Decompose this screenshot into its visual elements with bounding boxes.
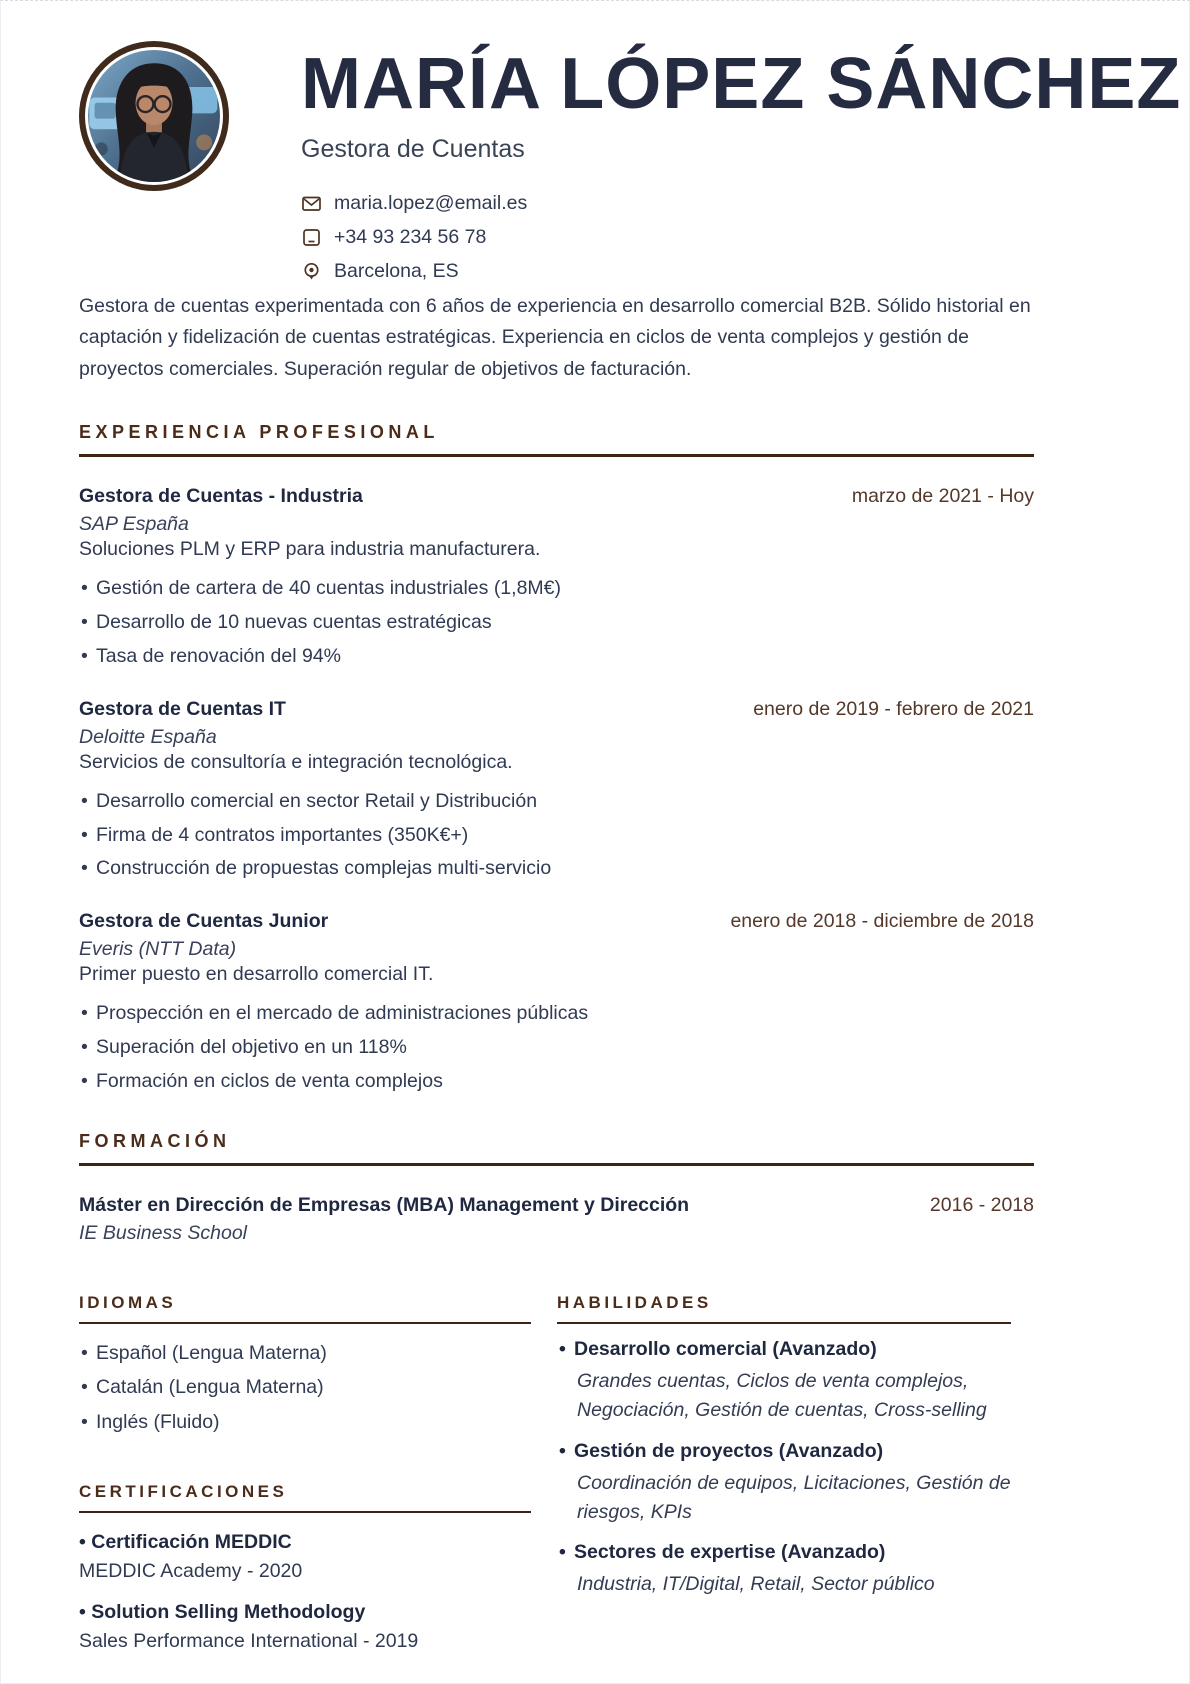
skill-details: Grandes cuentas, Ciclos de venta complejos, Negociación, Gestión de cuentas, Cross-selling [577, 1370, 987, 1422]
experience-job-title: Gestora de Cuentas - Industria [79, 484, 363, 507]
skill-name: • Desarrollo comercial (Avanzado) [557, 1338, 1011, 1361]
profile-photo-image [88, 50, 220, 182]
skill-entry [557, 1338, 1011, 1426]
education-school: IE Business School [79, 1222, 248, 1245]
skills-heading: HABILIDADES [557, 1293, 1011, 1324]
location-icon [301, 261, 322, 282]
experience-description: Servicios de consultoría e integración tecnológica. [79, 750, 513, 773]
experience-dates: enero de 2019 - febrero de 2021 [753, 697, 1034, 720]
experience-entry [79, 485, 1034, 670]
contact-block [301, 192, 1034, 283]
skill-entry [557, 1440, 1011, 1528]
language-item: • Inglés (Fluido) [79, 1409, 531, 1436]
contact-phone: +34 93 234 56 78 [334, 225, 487, 248]
summary-paragraph: Gestora de cuentas experimentada con 6 años de experiencia en desarrollo comercial B2B. Sólido historial en captación y fidelización de cuentas estratégicas. Experiencia en ciclos de venta complejos y gestión de proyectos comerciales. Superación regular de objetivos de facturación. [79, 294, 1031, 381]
certification-issuer: MEDDIC Academy - 2020 [79, 1559, 303, 1582]
experience-bullet: • Gestión de cartera de 40 cuentas industriales (1,8M€) [79, 575, 1034, 602]
header-text [301, 39, 1182, 283]
experience-entry-header [79, 698, 1034, 721]
contact-email: maria.lopez@email.es [334, 191, 528, 214]
experience-bullet: • Formación en ciclos de venta complejos [79, 1068, 1034, 1095]
contact-location-row [301, 260, 1034, 283]
experience-entry [79, 698, 1034, 883]
section-education [79, 1131, 1034, 1245]
certification-entry [79, 1531, 531, 1583]
experience-bullet: • Tasa de renovación del 94% [79, 643, 1034, 670]
experience-bullet-list [79, 788, 1034, 883]
section-experience [79, 422, 1034, 1095]
experience-company: SAP España [79, 512, 189, 535]
certification-entry [79, 1601, 531, 1653]
education-entry [79, 1194, 1034, 1245]
experience-dates: enero de 2018 - diciembre de 2018 [730, 910, 1034, 933]
language-list [79, 1340, 531, 1436]
certification-name: • Solution Selling Methodology [79, 1601, 531, 1624]
experience-dates: marzo de 2021 - Hoy [851, 484, 1034, 507]
profile-photo [79, 41, 229, 191]
experience-entry-header [79, 485, 1034, 508]
person-name: MARÍA LÓPEZ SÁNCHEZ [301, 44, 1182, 124]
certification-issuer: Sales Performance International - 2019 [79, 1629, 419, 1652]
education-dates: 2016 - 2018 [929, 1194, 1034, 1217]
skill-name: • Gestión de proyectos (Avanzado) [557, 1440, 1011, 1463]
experience-description: Primer puesto en desarrollo comercial IT. [79, 963, 434, 986]
experience-entry [79, 910, 1034, 1095]
languages-heading: IDIOMAS [79, 1293, 531, 1324]
experience-bullet: • Desarrollo comercial en sector Retail y Distribución [79, 788, 1034, 815]
section-certifications [79, 1482, 531, 1653]
experience-bullet: • Firma de 4 contratos importantes (350K€+) [79, 822, 1034, 849]
experience-bullet-list [79, 575, 1034, 670]
experience-bullet: • Superación del objetivo en un 118% [79, 1034, 1034, 1061]
education-degree: Máster en Dirección de Empresas (MBA) Management y Dirección [79, 1194, 690, 1217]
bottom-columns [79, 1293, 1034, 1653]
certifications-heading: CERTIFICACIONES [79, 1482, 531, 1513]
experience-bullet: • Construcción de propuestas complejas multi-servicio [79, 855, 1034, 882]
certification-name: • Certificación MEDDIC [79, 1531, 531, 1554]
experience-heading: EXPERIENCIA PROFESIONAL [79, 422, 1034, 457]
skill-details: Coordinación de equipos, Licitaciones, Gestión de riesgos, KPIs [577, 1471, 1011, 1523]
experience-company: Deloitte España [79, 725, 217, 748]
experience-job-title: Gestora de Cuentas Junior [79, 910, 329, 933]
section-skills [557, 1293, 1011, 1599]
experience-entry-header [79, 910, 1034, 933]
contact-phone-row [301, 226, 1034, 249]
education-entry-header [79, 1194, 1034, 1217]
portrait-illustration [88, 50, 220, 182]
skills-list [557, 1338, 1011, 1599]
skill-entry [557, 1541, 1011, 1599]
experience-company: Everis (NTT Data) [79, 938, 237, 961]
left-column [79, 1293, 531, 1653]
skill-details: Industria, IT/Digital, Retail, Sector público [577, 1573, 935, 1596]
education-heading: FORMACIÓN [79, 1131, 1034, 1166]
experience-bullet: • Desarrollo de 10 nuevas cuentas estratégicas [79, 609, 1034, 636]
language-item: • Español (Lengua Materna) [79, 1340, 531, 1367]
email-icon [301, 193, 322, 214]
experience-job-title: Gestora de Cuentas IT [79, 697, 286, 720]
phone-icon [301, 227, 322, 248]
experience-bullet-list [79, 1000, 1034, 1095]
section-languages [79, 1293, 531, 1436]
contact-location: Barcelona, ES [334, 259, 459, 282]
contact-email-row [301, 192, 1034, 215]
language-item: • Catalán (Lengua Materna) [79, 1374, 531, 1401]
experience-bullet: • Prospección en el mercado de administraciones públicas [79, 1000, 1034, 1027]
skill-name: • Sectores de expertise (Avanzado) [557, 1541, 1011, 1564]
experience-description: Soluciones PLM y ERP para industria manufacturera. [79, 537, 541, 560]
resume-header [79, 39, 1182, 283]
person-job-title: Gestora de Cuentas [301, 134, 525, 163]
right-column [557, 1293, 1011, 1599]
